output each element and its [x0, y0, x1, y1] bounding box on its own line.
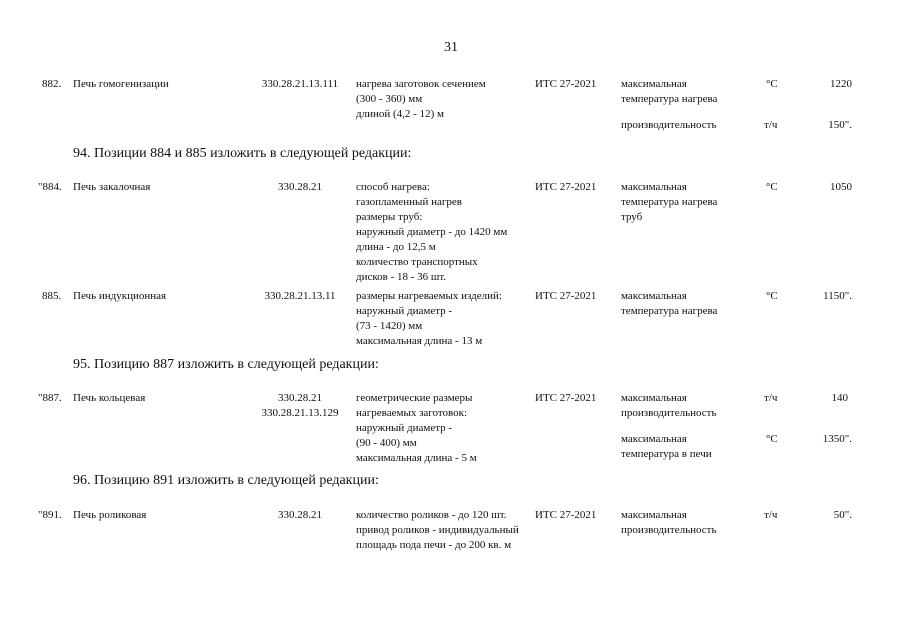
row-value-2: 1350". [822, 433, 852, 445]
row-description: нагрева заготовок сечением (300 - 360) мм длиной (4,2 - 12) м [356, 78, 486, 120]
row-number: "884. [38, 181, 62, 193]
section-heading-96: 96. Позицию 891 изложить в следующей редакции: [73, 473, 379, 488]
row-code: 330.28.21.13.111 [261, 78, 339, 90]
row-description: геометрические размеры нагреваемых заготовок: наружный диаметр - (90 - 400) мм максимальная длина - 5 м [356, 392, 477, 464]
row-description: способ нагрева: газопламенный нагрев размеры труб: наружный диаметр - до 1420 мм длина - до 12,5 м количество транспортных дисков - 18 - 36 шт. [356, 181, 508, 283]
row-name: Печь роликовая [73, 509, 147, 521]
row-value: 140 [831, 392, 848, 404]
row-description: размеры нагреваемых изделий: наружный диаметр - (73 - 1420) мм максимальная длина - 13 м [356, 290, 502, 347]
row-its: ИТС 27-2021 [535, 392, 597, 404]
section-heading-94: 94. Позиции 884 и 885 изложить в следующей редакции: [73, 146, 412, 161]
row-its: ИТС 27-2021 [535, 290, 597, 302]
section-heading-95: 95. Позицию 887 изложить в следующей редакции: [73, 357, 379, 372]
row-value: 1220 [830, 78, 852, 90]
row-number: 882. [42, 78, 62, 90]
row-value-2: 150". [828, 119, 852, 131]
row-its: ИТС 27-2021 [535, 509, 597, 521]
row-number: 885. [42, 290, 62, 302]
row-value: 1150". [823, 290, 852, 302]
row-number: "887. [38, 392, 62, 404]
row-parameter: максимальная температура нагрева [621, 78, 718, 105]
row-value: 1050 [830, 181, 852, 193]
row-its: ИТС 27-2021 [535, 78, 597, 90]
row-description: количество роликов - до 120 шт. привод роликов - индивидуальный площадь пода печи - до 200 кв. м [356, 509, 519, 551]
row-unit: т/ч [764, 509, 778, 521]
row-unit: °С [766, 78, 778, 90]
row-parameter: максимальная производительность [621, 392, 717, 419]
row-name: Печь закалочная [73, 181, 151, 193]
row-parameter: максимальная производительность [621, 509, 717, 536]
row-unit: °С [766, 290, 778, 302]
row-unit-2: т/ч [764, 119, 778, 131]
page-number: 31 [444, 40, 458, 55]
row-unit: °С [766, 181, 778, 193]
row-its: ИТС 27-2021 [535, 181, 597, 193]
row-unit-2: °С [766, 433, 778, 445]
row-code: 330.28.21 [278, 509, 322, 521]
row-name: Печь гомогенизации [73, 78, 169, 90]
row-code: 330.28.21.13.11 [264, 290, 336, 302]
row-name: Печь индукционная [73, 290, 167, 302]
row-code: 330.28.21 [278, 181, 322, 193]
row-parameter: максимальная температура нагрева труб [621, 181, 718, 223]
row-number: "891. [38, 509, 62, 521]
row-name: Печь кольцевая [73, 392, 146, 404]
row-parameter: максимальная температура нагрева [621, 290, 718, 317]
row-code: 330.28.21 330.28.21.13.129 [261, 392, 339, 419]
row-value: 50". [833, 509, 852, 521]
row-parameter-2: производительность [621, 119, 717, 131]
row-parameter-2: максимальная температура в печи [621, 433, 712, 460]
row-unit: т/ч [764, 392, 778, 404]
